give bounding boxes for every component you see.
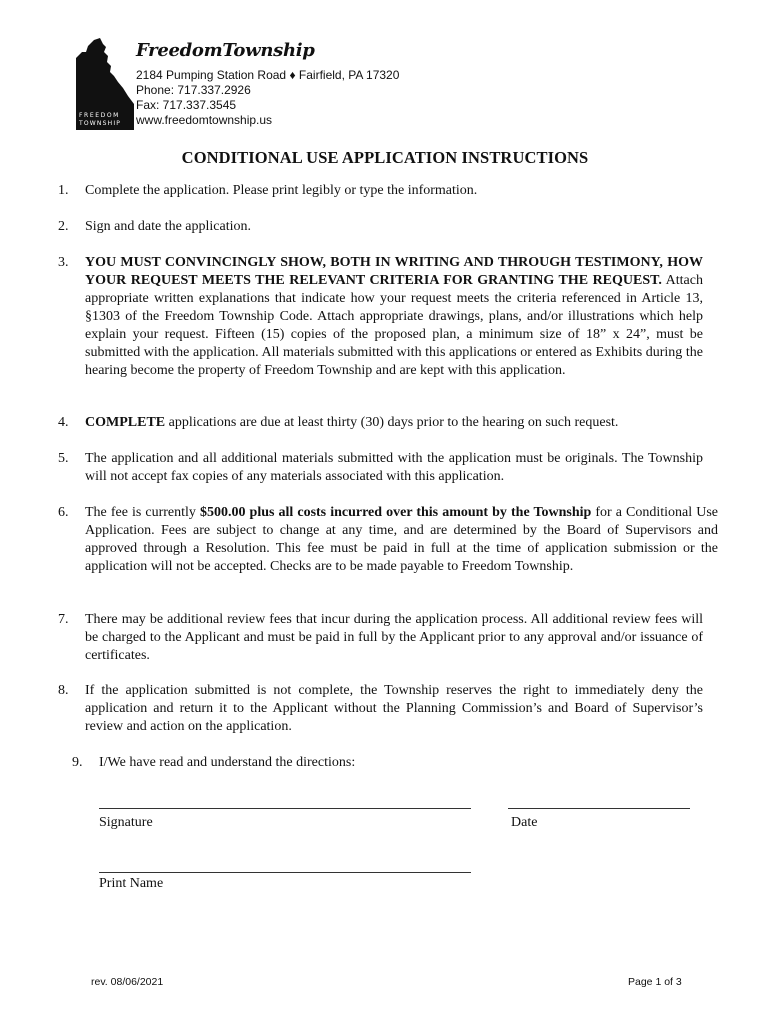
item-number: 2.: [58, 219, 69, 234]
instruction-item-3: [58, 254, 703, 380]
item-number: 9.: [72, 755, 83, 770]
instruction-item-2: [58, 218, 703, 236]
township-logo: [76, 38, 134, 130]
instruction-item-6: [58, 504, 718, 576]
instruction-item-5: [58, 450, 703, 486]
org-name: FreedomTownship: [136, 40, 315, 61]
date-line[interactable]: [508, 808, 690, 809]
org-fax: Fax: 717.337.3545: [136, 98, 237, 112]
org-address: 2184 Pumping Station Road ♦ Fairfield, PA 17320: [136, 68, 400, 82]
instruction-item-4: [58, 414, 703, 432]
item-bold-text: YOU MUST CONVINCINGLY SHOW, BOTH IN WRITING AND THROUGH TESTIMONY, HOW YOUR REQUEST MEETS THE RELEVANT CRITERIA FOR GRANTING THE REQUEST.: [85, 255, 703, 288]
item-text: I/We have read and understand the directions:: [99, 755, 356, 770]
item-text: Complete the application. Please print legibly or type the information.: [85, 183, 478, 198]
page-number: Page 1 of 3: [628, 976, 682, 988]
print-name-line[interactable]: [99, 872, 471, 873]
item-text: The application and all additional materials submitted with the application must be originals. The Township will not accept fax copies of any materials associated with this application.: [85, 451, 703, 484]
instruction-item-8: [58, 682, 703, 736]
item-text: Attach appropriate written explanations that indicate how your request meets the criteria referenced in Article 13, §1303 of the Freedom Township Code. Attach appropriate drawings, plans, and/or illustrations which help explain your request. Fifteen (15) copies of the proposed plan, a minimum size of 18” x 24”, must be submitted with the application. All materials submitted with this applications or entered as Exhibits during the hearing become the property of Freedom Township and are kept with this application.: [85, 273, 703, 378]
revision-date: rev. 08/06/2021: [91, 976, 164, 988]
org-website[interactable]: www.freedomtownship.us: [136, 113, 273, 127]
item-text: There may be additional review fees that incur during the application process. All additional review fees will be charged to the Applicant and must be paid in full by the Applicant prior to any approval and/or issuance of certificates.: [85, 612, 703, 663]
item-number: 5.: [58, 451, 69, 466]
item-text: If the application submitted is not complete, the Township reserves the right to immediately deny the application and return it to the Applicant without the Planning Commission’s and Board of Supervisor’s review and action on the application.: [85, 683, 703, 734]
item-number: 6.: [58, 505, 69, 520]
print-name-label: Print Name: [99, 876, 164, 891]
signature-label: Signature: [99, 815, 153, 830]
instruction-item-1: [58, 182, 703, 200]
page-title: CONDITIONAL USE APPLICATION INSTRUCTIONS: [181, 148, 589, 167]
item-text: applications are due at least thirty (30) days prior to the hearing on such request.: [165, 415, 619, 430]
item-number: 4.: [58, 415, 69, 430]
item-number: 8.: [58, 683, 69, 698]
instruction-item-7: [58, 611, 703, 665]
item-number: 7.: [58, 612, 69, 627]
item-number: 3.: [58, 255, 69, 270]
signature-line[interactable]: [99, 808, 471, 809]
item-number: 1.: [58, 183, 69, 198]
org-phone: Phone: 717.337.2926: [136, 83, 251, 97]
logo-text-freedom: FREEDOM: [79, 112, 120, 119]
logo-text-township: TOWNSHIP: [79, 120, 122, 127]
item-text: for a Conditional Use Application. Fees are subject to change at any time, and are determined by the Board of Supervisors and approved through a Resolution. This fee must be paid in full at the time of application submission or the application will not be accepted. Checks are to be made payable to Freedom Township.: [85, 505, 718, 574]
item-bold-text: COMPLETE: [85, 415, 166, 430]
date-label: Date: [511, 815, 538, 830]
item-text: The fee is currently: [85, 505, 200, 520]
item-bold-text: $500.00 plus all costs incurred over this amount by the Township: [199, 505, 592, 520]
instruction-item-9: [72, 754, 692, 772]
item-text: Sign and date the application.: [85, 219, 252, 234]
